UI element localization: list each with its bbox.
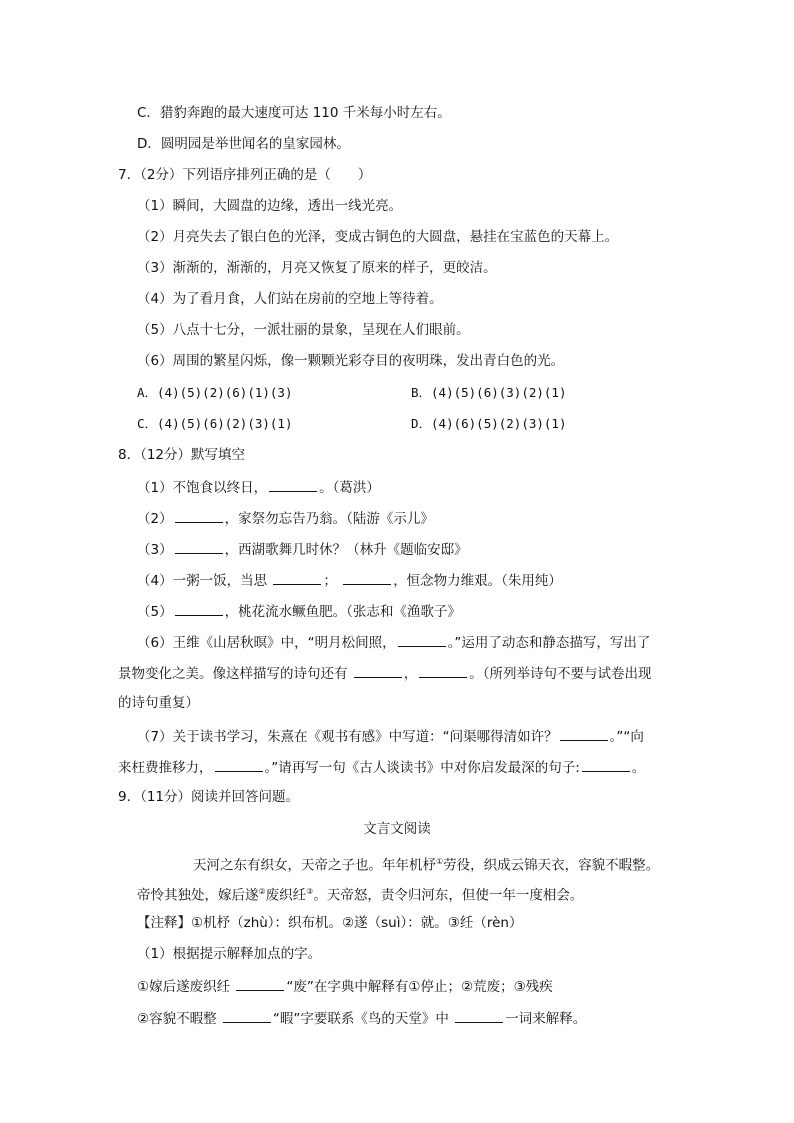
- fill-blank-line-4: [137, 570, 562, 590]
- text: “暇”字要联系《鸟的天堂》中: [272, 1011, 449, 1027]
- answer-blank[interactable]: [455, 1008, 503, 1023]
- text: 劳役，织成云锦天衣，容貌不暇整。: [443, 857, 660, 874]
- sentence-item: （3）渐渐的，渐渐的，月亮又恢复了原来的样子，更皎洁。: [137, 260, 497, 276]
- sentence-item: （5）八点十七分，一派壮丽的景象，呈现在人们眼前。: [137, 322, 470, 338]
- answer-blank[interactable]: [398, 632, 446, 647]
- annotation-note: 【注释】①机杼（zhù）：织布机。②遂（suì）：就。③纴（rèn）: [137, 915, 523, 931]
- text: （5）: [137, 604, 173, 620]
- sentence-item: （2）月亮失去了银白色的光泽，变成古铜色的大圆盘，悬挂在宝蓝色的天幕上。: [137, 229, 619, 245]
- text: ，: [403, 666, 418, 682]
- footnote-mark: ②: [258, 887, 266, 896]
- fill-blank-line-1: [137, 477, 380, 497]
- option-c: C．猎豹奔跑的最大速度可达 110 千米每小时左右。: [137, 105, 451, 121]
- text: 。（葛洪）: [319, 480, 380, 496]
- question-7-stem: 7．（2分）下列语序排列正确的是（ ）: [118, 167, 372, 183]
- fill-blank-line-6-cont: [118, 663, 652, 683]
- text: （2）: [137, 511, 173, 527]
- text: 。”请再写一句《古人谈读书》中对你启发最深的句子:: [264, 760, 580, 776]
- text: （6）王维《山居秋暝》中，“明月松间照，: [137, 635, 396, 651]
- fill-blank-line-2: [137, 508, 434, 528]
- passage-paragraph: [193, 853, 659, 875]
- text: ；: [323, 573, 337, 589]
- text: ，恒念物力维艰。（朱用纯）: [393, 573, 562, 589]
- sentence-item: （4）为了看月食，人们站在房前的空地上等待着。: [137, 291, 443, 307]
- text: 。: [631, 760, 646, 776]
- answer-blank[interactable]: [175, 539, 223, 554]
- text: ，西湖歌舞几时休？（林升《题临安邸》: [224, 542, 468, 558]
- text: 。”运用了动态和静态描写，写出了: [447, 635, 651, 651]
- question-8-stem: 8．（12分）默写填空: [118, 447, 246, 463]
- sentence-item: （6）周围的繁星闪烁，像一颗颗光彩夺目的夜明珠，发出青白色的光。: [137, 353, 565, 369]
- answer-blank[interactable]: [236, 976, 284, 991]
- passage-paragraph-cont: [137, 883, 583, 905]
- fill-blank-line-7: [137, 726, 644, 746]
- option-a: A．(4)(5)(2)(6)(1)(3): [137, 385, 293, 400]
- footnote-mark: ①: [436, 857, 444, 866]
- answer-blank[interactable]: [223, 1008, 271, 1023]
- text: 天河之东有织女，天帝之子也。年年机杼: [193, 857, 436, 874]
- answer-blank[interactable]: [175, 601, 223, 616]
- text: 。天帝怒，责令归河东，但使一年一度相会。: [313, 887, 584, 904]
- answer-blank[interactable]: [175, 508, 223, 523]
- text: 景物变化之美。像这样描写的诗句还有: [118, 666, 348, 682]
- answer-blank[interactable]: [343, 570, 391, 585]
- sub-item-1: [137, 976, 553, 996]
- footnote-mark: ③: [306, 887, 314, 896]
- text: ，家祭勿忘告乃翁。（陆游《示儿》: [224, 511, 434, 527]
- text: 一词来解释。: [505, 1011, 587, 1027]
- text: 。”“向: [609, 729, 644, 745]
- option-d: D．(4)(6)(5)(2)(3)(1): [411, 416, 567, 431]
- text: （7）关于读书学习，朱熹在《观书有感》中写道：“问渠哪得清如许？: [137, 729, 558, 745]
- option-c: C．(4)(5)(6)(2)(3)(1): [137, 416, 293, 431]
- answer-blank[interactable]: [215, 757, 263, 772]
- text: （4）一粥一饭，当思: [137, 573, 268, 589]
- text: 废织纴: [265, 887, 307, 904]
- answer-blank[interactable]: [582, 757, 630, 772]
- text: 来枉费推移力，: [118, 760, 213, 776]
- text: 的诗句重复）: [118, 695, 199, 711]
- answer-blank[interactable]: [419, 663, 467, 678]
- text: （1）不饱食以终日，: [137, 480, 268, 496]
- text: 帝怜其独处，嫁后遂: [137, 887, 259, 904]
- option-b: B．(4)(5)(6)(3)(2)(1): [411, 385, 567, 400]
- answer-blank[interactable]: [560, 726, 608, 741]
- answer-blank[interactable]: [354, 663, 402, 678]
- fill-blank-line-6: [137, 632, 650, 652]
- text: “废”在字典中解释有①停止；②荒废；③残疾: [286, 979, 553, 995]
- question-9-stem: 9．（11分）阅读并回答问题。: [118, 789, 300, 805]
- fill-blank-line-3: [137, 539, 468, 559]
- sub-question-1: （1）根据提示解释加点的字。: [137, 946, 322, 962]
- fill-blank-line-5: [137, 601, 461, 621]
- option-d: D．圆明园是举世闻名的皇家园林。: [137, 136, 350, 152]
- sub-item-2: [137, 1008, 586, 1028]
- answer-blank[interactable]: [269, 477, 317, 492]
- sentence-item: （1）瞬间，大圆盘的边缘，透出一线光亮。: [137, 198, 403, 214]
- text: 。（所列举诗句不要与试卷出现: [469, 666, 652, 682]
- text: ①嫁后遂废织纴: [137, 979, 231, 995]
- fill-blank-line-7-cont: [118, 757, 645, 777]
- text: ，桃花流水鳜鱼肥。（张志和《渔歌子》: [224, 604, 461, 620]
- answer-blank[interactable]: [273, 570, 321, 585]
- text: （3）: [137, 542, 173, 558]
- passage-title: 文言文阅读: [363, 821, 431, 837]
- text: ②容貌不暇整: [137, 1011, 217, 1027]
